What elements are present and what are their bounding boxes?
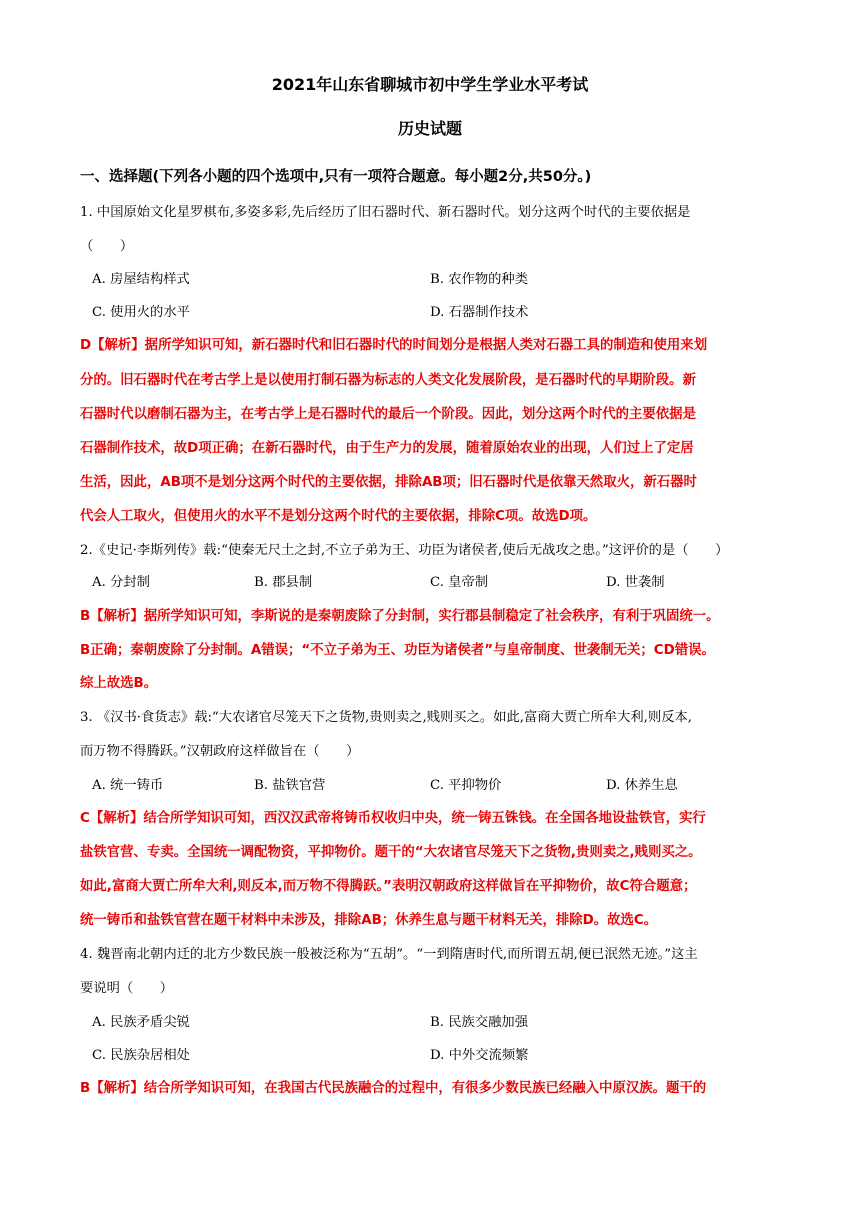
question-2-stem-line-1: 2.《史记·李斯列传》载:“使秦无尺土之封,不立子弟为王、功臣为诸侯者,使后无战攻之患。”这评价的是（ ） — [80, 543, 729, 558]
section-heading: 一、选择题(下列各小题的四个选项中,只有一项符合题意。每小题2分,共50分。) — [80, 169, 592, 185]
question-1-analysis-line-6: 代会人工取火，但使用火的水平不是划分这两个时代的主要依据，排除C项。故选D项。 — [80, 509, 597, 524]
question-1-stem-line-2: （ ） — [80, 239, 134, 254]
question-4-option-b: B. 民族交融加强 — [430, 1015, 529, 1030]
question-4-option-d: D. 中外交流频繁 — [430, 1048, 529, 1063]
question-3-analysis-line-3: 如此,富商大贾亡所牟大利,则反本,而万物不得腾跃。”表明汉朝政府这样做旨在平抑物价，故C符合题意； — [80, 879, 697, 894]
question-2-option-d: D. 世袭制 — [606, 575, 665, 590]
question-4-option-a: A. 民族矛盾尖锐 — [92, 1015, 190, 1030]
question-2-analysis-line-1: B【解析】据所学知识可知，李斯说的是秦朝废除了分封制，实行郡县制稳定了社会秩序，有利于巩固统一。 — [80, 609, 720, 624]
question-2-option-b: B. 郡县制 — [254, 575, 313, 590]
question-1-option-b: B. 农作物的种类 — [430, 272, 529, 287]
question-3-option-b: B. 盐铁官营 — [254, 778, 326, 793]
question-1-option-a: A. 房屋结构样式 — [92, 272, 190, 287]
question-1-option-c: C. 使用火的水平 — [92, 305, 190, 320]
question-1-analysis-line-3: 石器时代以磨制石器为主，在考古学上是石器时代的最后一个阶段。因此，划分这两个时代的主要依据是 — [80, 407, 696, 422]
question-1-analysis-line-4: 石器制作技术，故D项正确；在新石器时代，由于生产力的发展，随着原始农业的出现，人们过上了定居 — [80, 441, 694, 456]
question-3-option-d: D. 休养生息 — [606, 778, 678, 793]
question-4-option-c: C. 民族杂居相处 — [92, 1048, 190, 1063]
question-4-stem-line-1: 4. 魏晋南北朝内迁的北方少数民族一般被泛称为“五胡”。“一到隋唐时代,而所谓五胡,便已泯然无迹。”这主 — [80, 947, 698, 962]
question-1-analysis-line-5: 生活，因此，AB项不是划分这两个时代的主要依据，排除AB项；旧石器时代是依靠天然取火，新石器时 — [80, 475, 697, 490]
question-1-option-d: D. 石器制作技术 — [430, 305, 529, 320]
question-3-stem-line-2: 而万物不得腾跃。”汉朝政府这样做旨在（ ） — [80, 744, 360, 759]
question-3-analysis-line-4: 统一铸币和盐铁官营在题干材料中未涉及，排除AB；休养生息与题干材料无关，排除D。故选C。 — [80, 913, 658, 928]
question-3-option-c: C. 平抑物价 — [430, 778, 502, 793]
question-4-analysis-line-1: B【解析】结合所学知识可知，在我国古代民族融合的过程中，有很多少数民族已经融入中原汉族。题干的 — [80, 1081, 707, 1096]
question-2-option-c: C. 皇帝制 — [430, 575, 489, 590]
question-1-analysis-line-2: 分的。旧石器时代在考古学上是以使用打制石器为标志的人类文化发展阶段，是石器时代的早期阶段。新 — [80, 373, 696, 388]
exam-subtitle: 历史试题 — [397, 119, 462, 138]
question-4-stem-line-2: 要说明（ ） — [80, 981, 174, 996]
question-3-option-a: A. 统一铸币 — [92, 778, 164, 793]
question-3-stem-line-1: 3. 《汉书·食货志》载:“大农诸官尽笼天下之货物,贵则卖之,贱则买之。如此,富商大贾亡所牟大利,则反本, — [80, 710, 693, 725]
question-1-stem-line-1: 1. 中国原始文化星罗棋布,多姿多彩,先后经历了旧石器时代、新石器时代。划分这两个时代的主要依据是 — [80, 205, 691, 220]
question-3-analysis-line-1: C【解析】结合所学知识可知，西汉汉武帝将铸币权收归中央，统一铸五铢钱。在全国各地设盐铁官，实行 — [80, 811, 706, 826]
question-2-option-a: A. 分封制 — [92, 575, 150, 590]
question-1-analysis-line-1: D【解析】据所学知识可知，新石器时代和旧石器时代的时间划分是根据人类对石器工具的制造和使用来划 — [80, 338, 708, 353]
question-3-analysis-line-2: 盐铁官营、专卖。全国统一调配物资，平抑物价。题干的“大农诸官尽笼天下之货物,贵则卖之,贱则买之。 — [80, 845, 702, 860]
question-2-analysis-line-3: 综上故选B。 — [80, 676, 158, 691]
exam-title: 2021年山东省聊城市初中学生学业水平考试 — [271, 75, 589, 94]
question-2-analysis-line-2: B正确；秦朝废除了分封制。A错误；“不立子弟为王、功臣为诸侯者”与皇帝制度、世袭制无关；CD错误。 — [80, 643, 715, 658]
